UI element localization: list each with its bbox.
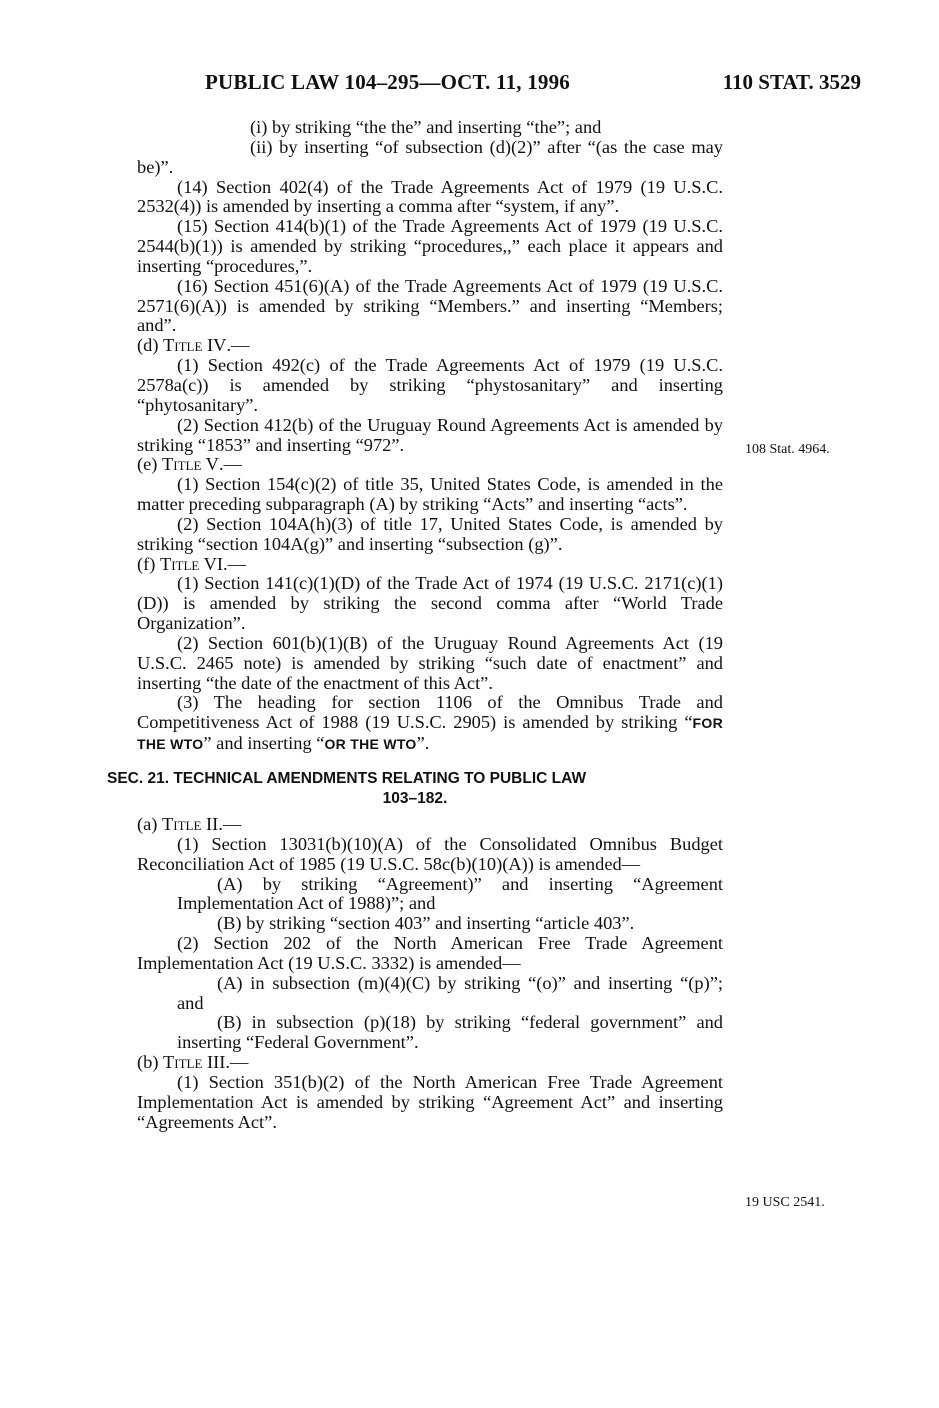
clause-ii: (ii) by inserting “of subsection (d)(2)” after “(as the case may be)”. — [137, 136, 723, 177]
paragraph-16: (16) Section 451(6)(A) of the Trade Agreements Act of 1979 (19 U.S.C. 2571(6)(A)) is amended by striking “Members.” and inserting “Members; and”. — [137, 275, 723, 336]
subparagraph-a-1-A: (A) by striking “Agreement)” and inserting “Agreement Implementation Act of 1988)”; and — [177, 873, 723, 914]
body-text-column — [107, 117, 723, 1133]
subsection-f-heading: (f) Title VI.— — [137, 553, 247, 574]
paragraph-d-2: (2) Section 412(b) of the Uruguay Round Agreements Act is amended by striking “1853” and inserting “972”. — [137, 414, 723, 455]
paragraph-f-3: (3) The heading for section 1106 of the Omnibus Trade and Competitiveness Act of 1988 (19 U.S.C. 2905) is amended by striking “FOR THE WTO” and inserting “OR THE WTO”. — [137, 692, 723, 754]
paragraph-f-1: (1) Section 141(c)(1)(D) of the Trade Act of 1974 (19 U.S.C. 2171(c)(1)(D)) is amended by striking the second comma after “World Trade Organization”. — [137, 573, 723, 634]
paragraph-e-2: (2) Section 104A(h)(3) of title 17, United States Code, is amended by striking “section 104A(g)” and inserting “subsection (g)”. — [137, 513, 723, 554]
paragraph-e-1: (1) Section 154(c)(2) of title 35, United States Code, is amended in the matter preceding subparagraph (A) by striking “Acts” and inserting “acts”. — [137, 474, 723, 515]
subparagraph-a-1-B: (B) by striking “section 403” and inserting “article 403”. — [217, 913, 635, 934]
subparagraph-a-2-A: (A) in subsection (m)(4)(C) by striking “(o)” and inserting “(p)”; and — [177, 972, 723, 1013]
paragraph-a-1: (1) Section 13031(b)(10)(A) of the Consolidated Omnibus Budget Reconciliation Act of 1985 (19 U.S.C. 58c(b)(10)(A)) is amended— — [137, 833, 723, 874]
clause-i: (i) by striking “the the” and inserting “the”; and — [250, 117, 602, 137]
paragraph-14: (14) Section 402(4) of the Trade Agreements Act of 1979 (19 U.S.C. 2532(4)) is amended by inserting a comma after “system, if any”. — [137, 176, 723, 217]
running-head-title: PUBLIC LAW 104–295—OCT. 11, 1996 — [205, 70, 570, 94]
margin-note-usc-citation: 19 USC 2541. — [745, 1195, 825, 1210]
subparagraph-a-2-B: (B) in subsection (p)(18) by striking “federal government” and inserting “Federal Government”. — [177, 1012, 723, 1053]
subsection-b-heading: (b) Title III.— — [137, 1052, 249, 1073]
margin-note-stat-citation: 108 Stat. 4964. — [745, 442, 830, 457]
paragraph-d-1: (1) Section 492(c) of the Trade Agreements Act of 1979 (19 U.S.C. 2578a(c)) is amended by striking “phystosanitary” and inserting “phytosanitary”. — [137, 355, 723, 415]
paragraph-a-2: (2) Section 202 of the North American Free Trade Agreement Implementation Act (19 U.S.C. 3332) is amended— — [137, 933, 723, 973]
section-21-heading: SEC. 21. TECHNICAL AMENDMENTS RELATING TO PUBLIC LAW 103–182. — [107, 770, 587, 807]
subsection-a-heading: (a) Title II.— — [137, 814, 242, 834]
subsection-d-heading: (d) Title IV.— — [137, 335, 250, 356]
running-head-stat: 110 STAT. 3529 — [722, 70, 861, 94]
paragraph-f-2: (2) Section 601(b)(1)(B) of the Uruguay Round Agreements Act (19 U.S.C. 2465 note) is amended by striking “such date of enactment” and inserting “the date of the enactment of this Act”. — [137, 632, 723, 693]
paragraph-b-1: (1) Section 351(b)(2) of the North American Free Trade Agreement Implementation Act is amended by striking “Agreement Act” and inserting “Agreements Act”. — [137, 1071, 723, 1132]
paragraph-15: (15) Section 414(b)(1) of the Trade Agreements Act of 1979 (19 U.S.C. 2544(b)(1)) is amended by striking “procedures,,” each place it appears and inserting “procedures,”. — [137, 216, 723, 276]
subsection-e-heading: (e) Title V.— — [137, 454, 242, 475]
